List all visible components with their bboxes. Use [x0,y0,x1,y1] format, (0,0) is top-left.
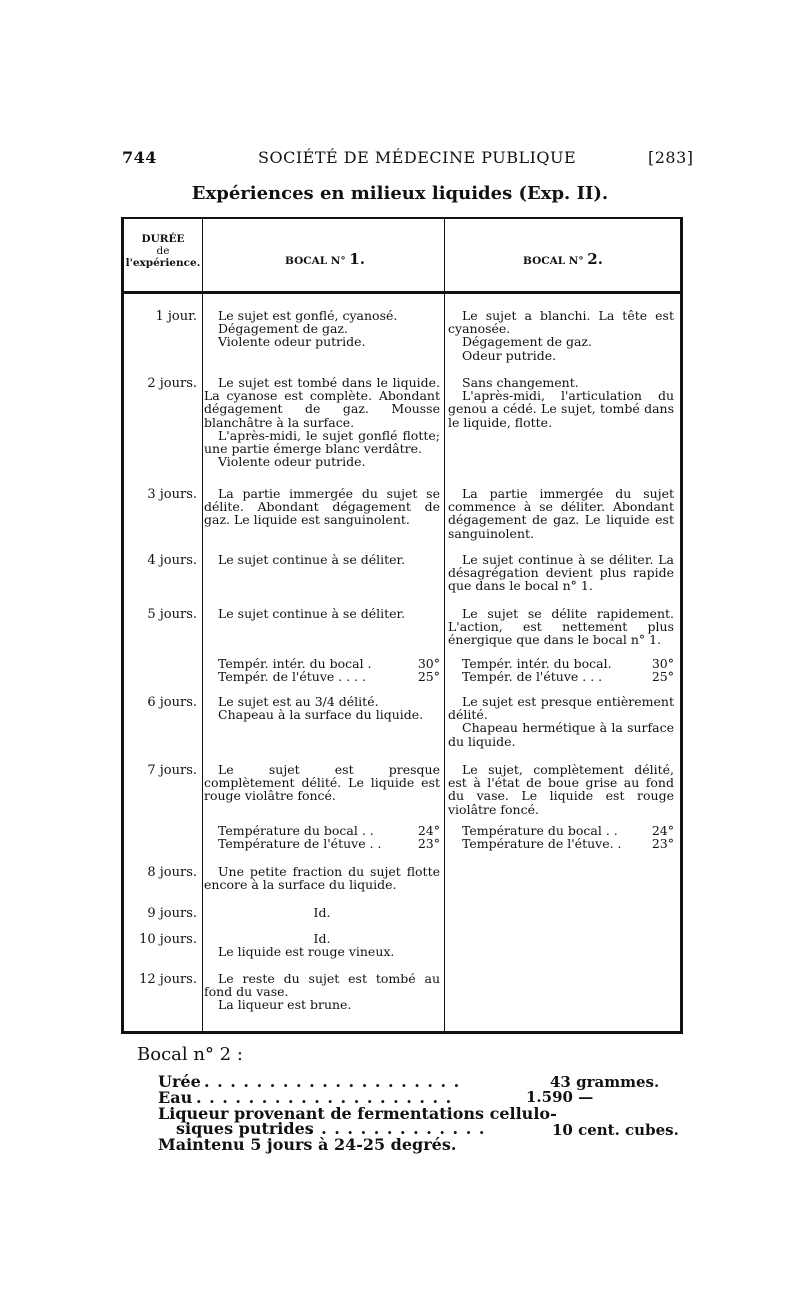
bocal-2-temperatures [448,657,674,683]
duration-cell: 7 jours. [147,763,197,778]
bocal-1-cell [204,695,440,721]
uree-value: 43 grammes. [550,1073,660,1091]
bocal-2-cell [448,607,674,647]
duration-cell: 1 jour. [155,309,197,324]
cell-text: Le liquide est rouge vineux. [218,944,395,960]
cell-text: Le sujet est presque entièrement délité. [448,694,674,723]
bocal-2-heading: Bocal n° 2 : [137,1044,243,1065]
temperature-line [462,670,674,683]
uree-label: Urée [158,1072,201,1091]
header-line: de [156,245,170,257]
temp-value: 25° [417,669,440,685]
temp-label: Tempér. de l'étuve . . . [462,669,603,685]
header-line: DURÉE [141,233,185,245]
duration-cell: 9 jours. [147,906,197,921]
leader-dots: . . . . . . . . . . . . . . . . . . . . [204,1072,461,1091]
temp-label: Tempér. intér. du bocal. [462,656,612,671]
duration-cell: 5 jours. [147,607,197,622]
bocal-1-header [204,250,446,268]
bocal-2-cell [448,376,674,429]
cell-text: Le sujet est tombé dans le liquide. La cyanose est complète. Abondant dégagement de gaz. Mousse blanchâtre à la surface. [204,375,440,430]
bocal-1-cell [204,487,440,527]
cell-text: La liqueur est brune. [218,997,352,1013]
cell-text: Id. [313,905,331,920]
bocal-2-cell [448,309,674,362]
duration-cell: 2 jours. [147,376,197,391]
header-number: 2. [587,250,603,268]
duration-cell: 3 jours. [147,487,197,502]
cell-text: Le reste du sujet est tombé au fond du vase. [204,971,440,1000]
cell-text: Le sujet, complètement délité, est à l'état de boue grise au fond du vase. Le liquide est rouge violâtre foncé. [448,762,674,817]
duration-cell: 6 jours. [147,695,197,710]
cell-text: Le sujet se délite rapidement. L'action, est nettement plus énergique que dans le bocal n° 1. [448,606,674,648]
header-rule [124,291,680,294]
bocal-1-cell [204,865,440,891]
cell-text: L'après-midi, l'articulation du genou a cédé. Le sujet, tombé dans le liquide, flotte. [448,388,674,430]
experiment-table [121,217,683,1034]
cell-text: Violente odeur putride. [218,334,366,350]
temp-value: 30° [417,656,440,671]
temp-label: Température de l'étuve . . [218,836,382,852]
bocal-1-cell [204,376,440,468]
liqueur-value: 10 cent. cubes. [552,1121,679,1139]
liqueur-label: Liqueur provenant de fermentations cellulo- [158,1104,557,1123]
header-label: BOCAL N° [285,255,346,267]
bocal-1-cell [204,906,440,919]
cell-text: Sans changement. [462,375,579,390]
bocal-1-cell [204,309,440,349]
bocal-2-cell [448,763,674,816]
temp-label: Tempér. de l'étuve . . . . [218,669,367,685]
temp-label: Température de l'étuve. . [462,836,622,852]
bocal-1-temperatures [204,657,440,683]
cell-text: Odeur putride. [462,347,557,363]
leader-dots: . . . . . . . . . . . . . . . . . . . . [196,1088,453,1107]
cell-text: Le sujet a blanchi. La tête est cyanosée. [448,308,674,337]
cell-text: Chapeau hermétique à la surface du liquide. [448,720,674,749]
temperature-line [218,837,440,850]
header-line: l'expérience. [125,257,201,269]
leader-dots: . . . . . . . . . . . . . . [308,1119,486,1138]
cell-text: La partie immergée du sujet se délite. Abondant dégagement de gaz. Le liquide est sanguinolent. [204,486,440,528]
bocal-2-cell [448,695,674,748]
temp-label: Température du bocal . . [218,823,374,838]
cell-text: Violente odeur putride. [218,454,366,470]
cell-text: L'après-midi, le sujet gonflé flotte; une partie émerge blanc verdâtre. [204,427,440,457]
duration-cell: 4 jours. [147,553,197,568]
bocal-1-cell [204,932,440,958]
bocal-2-cell [448,487,674,540]
duration-cell: 12 jours. [139,972,197,987]
bocal-1-cell [204,763,440,803]
eau-value: 1.590 — [526,1088,594,1106]
bocal-1-cell [204,972,440,1012]
temp-value: 24° [651,823,674,838]
bocal-2-cell [448,553,674,593]
temp-value: 23° [417,836,440,852]
header-number: 1. [349,250,365,268]
bocal-2-header [446,250,680,268]
cell-text: Le sujet continue à se déliter. [218,552,406,567]
page-number: 744 [122,148,157,167]
liqueur-label-cont: siques putrides [176,1119,314,1138]
bocal-1-cell [204,607,440,620]
temp-label: Température du bocal . . [462,823,618,838]
temp-value: 30° [651,656,674,671]
page-reference: [283] [648,148,694,167]
header-label: BOCAL N° [523,255,584,267]
bocal-2-temperatures [448,824,674,850]
maintenu-note: Maintenu 5 jours à 24-25 degrés. [158,1135,457,1154]
table-title: Expériences en milieux liquides (Exp. II). [191,183,609,204]
cell-text: Dégagement de gaz. [462,334,592,350]
temp-value: 23° [651,836,674,852]
temperature-line [218,670,440,683]
temp-label: Tempér. intér. du bocal . [218,656,372,671]
column-divider [202,219,203,1031]
cell-text: Le sujet est au 3/4 délité. [218,694,379,709]
column-divider [444,219,445,1031]
eau-label: Eau [158,1088,193,1107]
cell-text: Le sujet est presque complètement délité. Le liquide est rouge violâtre foncé. [204,762,440,804]
cell-text: Dégagement de gaz. [218,321,348,337]
bocal-1-temperatures [204,824,440,850]
cell-text: Id. [313,931,331,946]
running-title: SOCIÉTÉ DE MÉDECINE PUBLIQUE [258,148,577,167]
duration-cell: 10 jours. [139,932,197,947]
bocal-1-cell [204,553,440,566]
temp-value: 25° [651,669,674,685]
temp-value: 24° [417,823,440,838]
cell-text: Une petite fraction du sujet flotte encore à la surface du liquide. [204,864,440,893]
cell-text: La partie immergée du sujet commence à se déliter. Abondant dégagement de gaz. Le liquide est sanguinolent. [448,486,674,541]
duration-cell: 8 jours. [147,865,197,880]
temperature-line [462,837,674,850]
cell-text: Le sujet est gonflé, cyanosé. [218,308,398,323]
cell-text: Le sujet continue à se déliter. La désagrégation devient plus rapide que dans le bocal n° 1. [448,552,674,594]
duration-column-header [124,233,202,269]
cell-text: Chapeau à la surface du liquide. [218,707,424,723]
cell-text: Le sujet continue à se déliter. [218,606,406,621]
